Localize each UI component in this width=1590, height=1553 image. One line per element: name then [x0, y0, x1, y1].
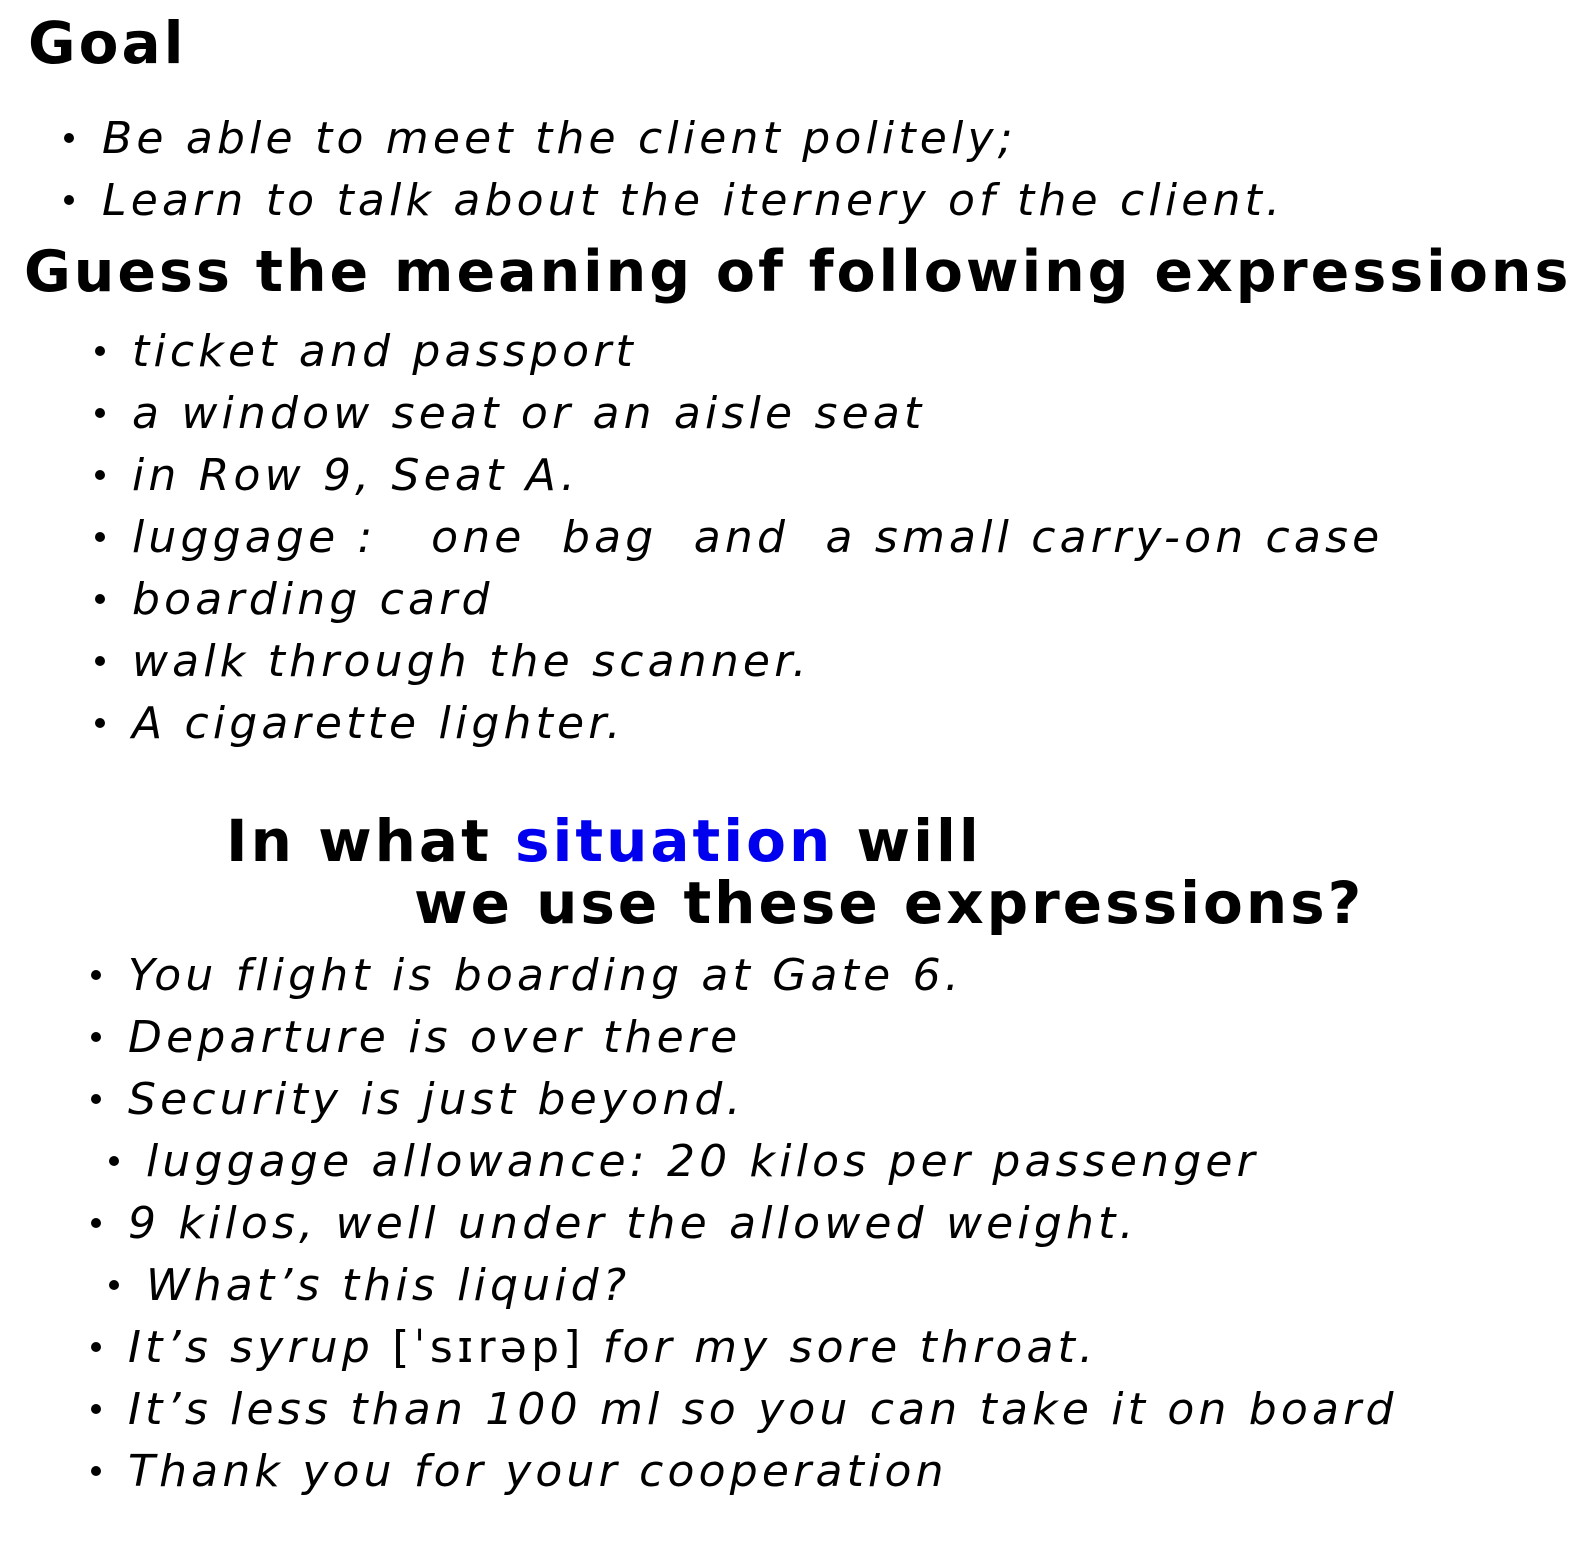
expression-item: ticket and passport [132, 326, 637, 377]
situation-heading-part: In what [226, 807, 515, 875]
bullet-icon [91, 1404, 101, 1414]
phonetic-transcription: [ˈsɪrəp] [392, 1322, 585, 1373]
bullet-icon [109, 1156, 119, 1166]
situation-heading-part: will [833, 807, 982, 875]
situation-item: Thank you for your cooperation [128, 1446, 948, 1497]
bullet-icon [91, 1342, 101, 1352]
bullet-icon [95, 532, 105, 542]
situation-item [128, 1322, 1098, 1373]
bullet-icon [95, 346, 105, 356]
bullet-icon [95, 718, 105, 728]
bullet-icon [91, 1466, 101, 1476]
bullet-icon [91, 1094, 101, 1104]
situation-highlight: situation [515, 807, 834, 875]
expression-item: in Row 9, Seat A. [132, 450, 580, 501]
bullet-icon [91, 1032, 101, 1042]
situation-item: You flight is boarding at Gate 6. [128, 950, 963, 1001]
bullet-icon [95, 594, 105, 604]
expression-item: boarding card [132, 574, 494, 625]
situation-item: What’s this liquid? [146, 1260, 631, 1311]
expression-item: A cigarette lighter. [132, 698, 625, 749]
bullet-icon [64, 133, 74, 143]
bullet-icon [95, 656, 105, 666]
goal-heading: Goal [28, 9, 187, 77]
bullet-icon [91, 970, 101, 980]
expression-item: a window seat or an aisle seat [132, 388, 926, 439]
situation-item: It’s less than 100 ml so you can take it on board [128, 1384, 1398, 1435]
situation-heading [226, 807, 982, 875]
guess-heading: Guess the meaning of following expressions [24, 239, 1572, 305]
bullet-icon [95, 470, 105, 480]
goal-item: Be able to meet the client politely; [102, 113, 1017, 164]
expression-item: luggage : one bag and a small carry-on case [132, 512, 1384, 563]
bullet-icon [109, 1280, 119, 1290]
situation-item: 9 kilos, well under the allowed weight. [128, 1198, 1138, 1249]
bullet-icon [64, 195, 74, 205]
expression-item: walk through the scanner. [132, 636, 811, 687]
bullet-icon [95, 408, 105, 418]
situation-heading-line2: we use these expressions? [414, 869, 1365, 937]
goal-item: Learn to talk about the iternery of the client. [102, 175, 1285, 226]
situation-item-text: for my sore throat. [584, 1322, 1098, 1373]
bullet-icon [91, 1218, 101, 1228]
situation-item-text: It’s syrup [128, 1322, 393, 1373]
situation-item: luggage allowance: 20 kilos per passenger [146, 1136, 1259, 1187]
situation-item: Security is just beyond. [128, 1074, 745, 1125]
situation-item: Departure is over there [128, 1012, 742, 1063]
